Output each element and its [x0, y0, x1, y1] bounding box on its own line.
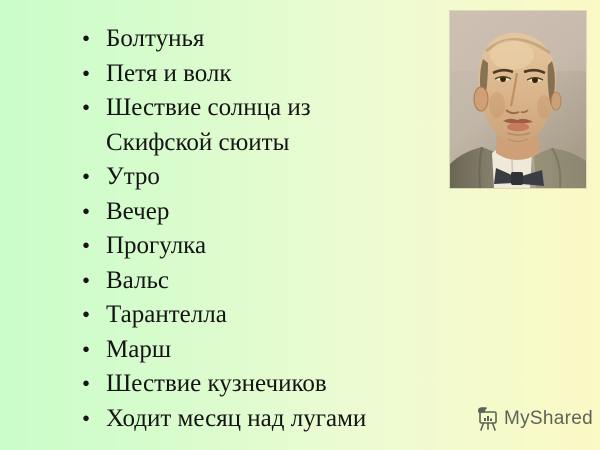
bullet-icon: •	[82, 336, 91, 362]
bullet-icon: •	[82, 371, 91, 396]
prokofiev-portrait-image	[450, 11, 586, 188]
list-item-text: Болтунья	[106, 25, 205, 52]
bullet-icon: •	[82, 302, 91, 327]
bullet-icon: •	[82, 405, 91, 431]
list-item-text: Утро	[106, 163, 160, 190]
list-item	[80, 402, 412, 437]
list-item	[80, 57, 412, 92]
list-item	[80, 195, 412, 230]
list-item	[80, 91, 412, 160]
flipchart-easel-icon	[477, 406, 499, 432]
list-item	[80, 160, 412, 195]
list-item	[80, 367, 412, 402]
list-item-text: Шествие кузнечиков	[106, 370, 327, 397]
list-item-text: Вальс	[106, 266, 169, 294]
list-item-text: Вечер	[106, 197, 170, 225]
list-item-text: Петя и волк	[106, 59, 232, 87]
bullet-icon: •	[82, 164, 91, 189]
list-item-text: Тарантелла	[106, 301, 227, 328]
list-item-text: Прогулка	[106, 232, 207, 259]
list-item	[80, 22, 412, 57]
list-item-text: Марш	[106, 335, 172, 363]
list-item	[80, 229, 412, 264]
bullet-icon: •	[82, 26, 91, 51]
myshared-watermark-link[interactable]	[477, 404, 593, 434]
list-item	[80, 333, 412, 368]
bullet-icon: •	[82, 233, 91, 258]
bullet-icon: •	[82, 95, 91, 120]
myshared-watermark-label: MyShared	[504, 408, 593, 429]
bullet-icon: •	[82, 60, 91, 86]
bullet-icon: •	[82, 267, 91, 293]
list-item-text: Ходит месяц над лугами	[106, 404, 367, 432]
list-item-text: Шествие солнца из Скифской сюиты	[106, 94, 311, 156]
bullet-list	[80, 22, 412, 436]
list-item	[80, 264, 412, 299]
bullet-icon: •	[82, 198, 91, 224]
list-item	[80, 298, 412, 333]
